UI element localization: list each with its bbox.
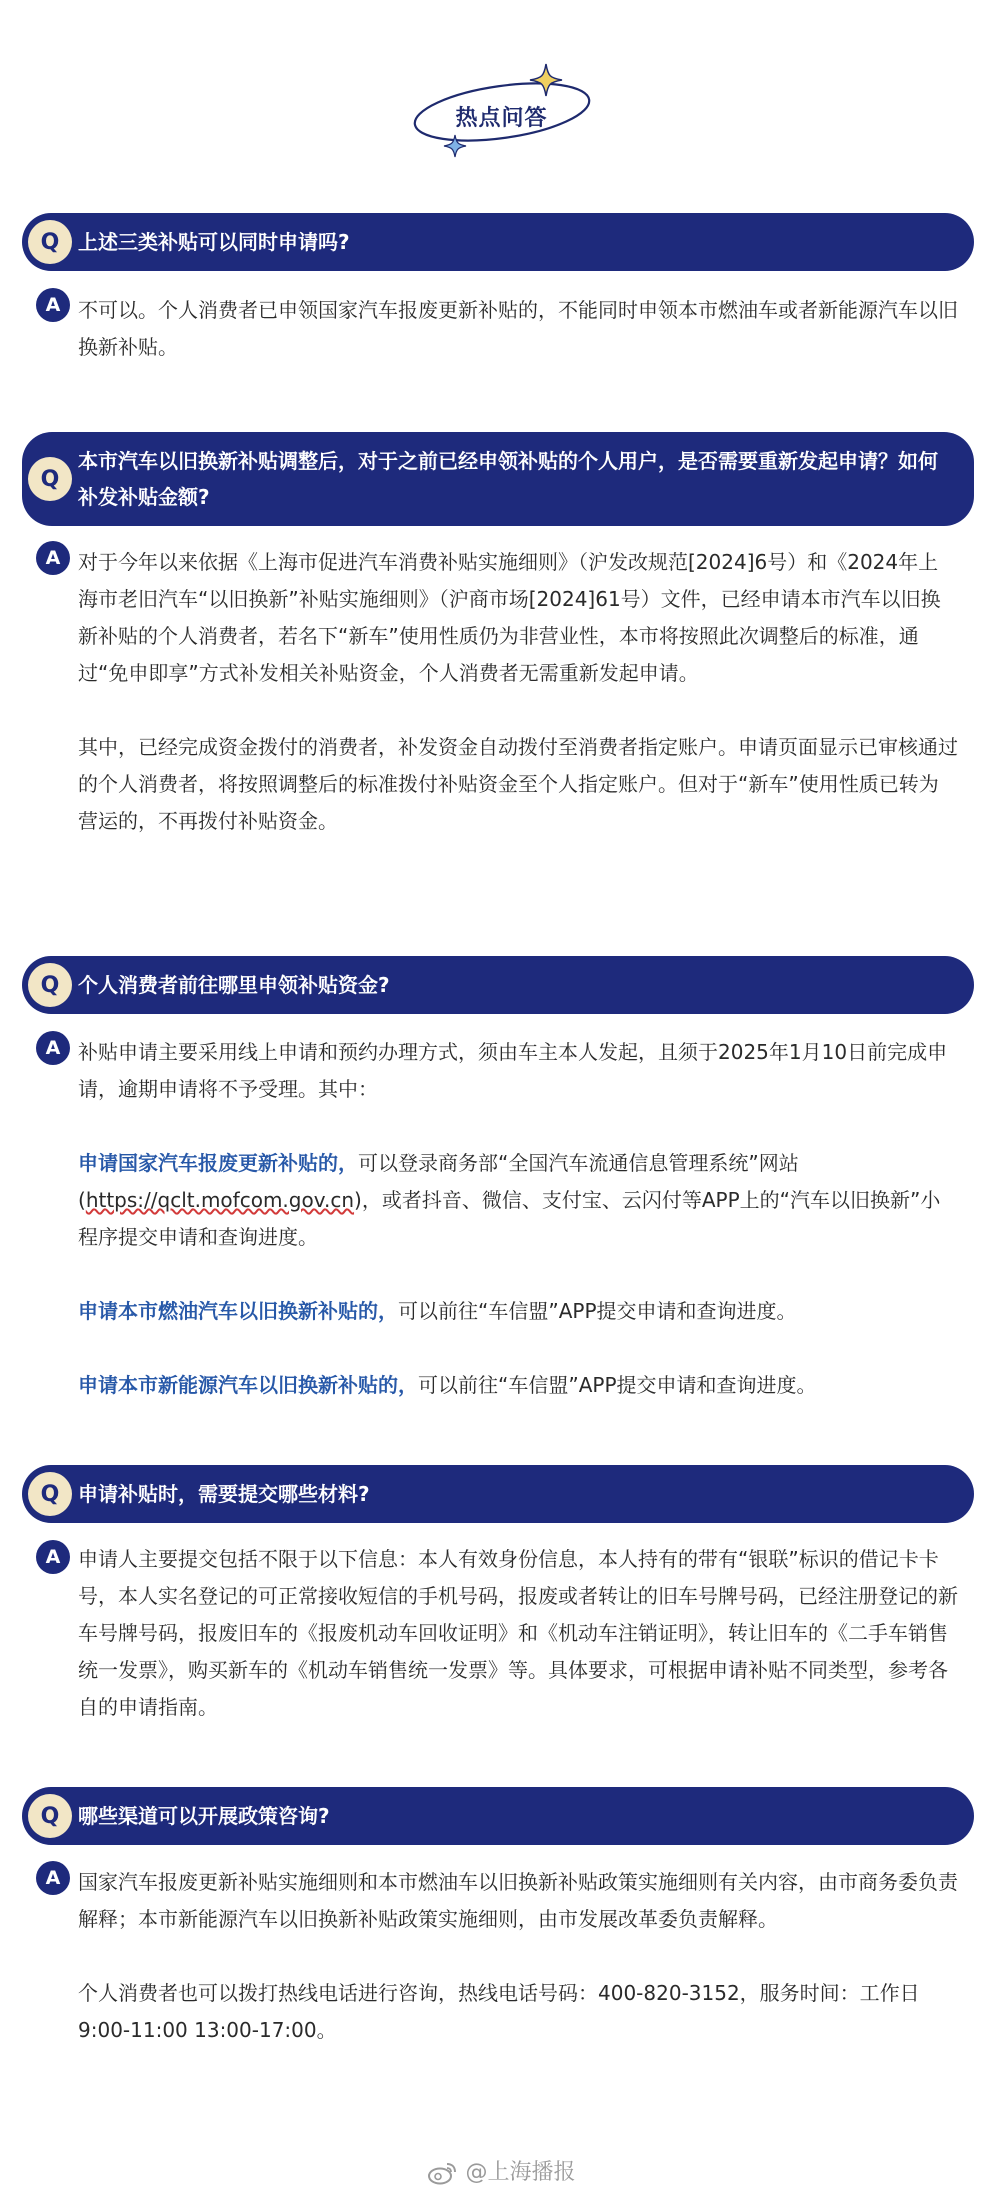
answer-item-lead: 申请本市燃油汽车以旧换新补贴的， <box>78 1299 398 1323</box>
answer-item <box>78 1145 958 1256</box>
a-badge: A <box>36 288 70 322</box>
question-text: 申请补贴时，需要提交哪些材料? <box>78 1482 370 1506</box>
q-badge: Q <box>28 1794 72 1838</box>
question-bar-3 <box>22 956 974 1014</box>
answer-paragraph: 不可以。个人消费者已申领国家汽车报废更新补贴的，不能同时申领本市燃油车或者新能源汽车以旧换新补贴。 <box>78 298 958 359</box>
question-text: 个人消费者前往哪里申领补贴资金? <box>78 973 390 997</box>
website-link[interactable]: https://qclt.mofcom.gov.cn <box>85 1188 355 1212</box>
a-badge: A <box>36 1031 70 1065</box>
answer-paragraph: 其中，已经完成资金拨付的消费者，补发资金自动拨付至消费者指定账户。申请页面显示已审核通过的个人消费者，将按照调整后的标准拨付补贴资金至个人指定账户。但对于“新车”使用性质已转为营运的，不再拨付补贴资金。 <box>78 735 958 833</box>
sparkle-star-small-icon <box>444 135 466 157</box>
a-badge: A <box>36 541 70 575</box>
answer-body-1 <box>78 292 958 366</box>
answer-item-lead: 申请国家汽车报废更新补贴的， <box>78 1151 358 1175</box>
question-bar-4 <box>22 1465 974 1523</box>
answer-body-3 <box>78 1034 958 1404</box>
answer-paragraph: 国家汽车报废更新补贴实施细则和本市燃油车以旧换新补贴政策实施细则有关内容，由市商务委负责解释；本市新能源汽车以旧换新补贴政策实施细则，由市发展改革委负责解释。 <box>78 1870 958 1931</box>
watermark-text: @上海播报 <box>465 2160 576 2185</box>
answer-item-text: 可以前往“车信盟”APP提交申请和查询进度。 <box>418 1373 817 1397</box>
q-badge: Q <box>28 220 72 264</box>
answer-item <box>78 1367 958 1404</box>
answer-item-text: 可以登录商务部“全国汽车流通信息管理系统”网站( <box>78 1151 799 1212</box>
a-badge: A <box>36 1540 70 1574</box>
weibo-logo-icon <box>427 2161 457 2185</box>
q-badge: Q <box>28 457 72 501</box>
question-text: 哪些渠道可以开展政策咨询? <box>78 1804 330 1828</box>
sparkle-star-icon <box>530 64 562 96</box>
a-badge: A <box>36 1861 70 1895</box>
answer-paragraph: 补贴申请主要采用线上申请和预约办理方式，须由车主本人发起，且须于2025年1月10日前完成申请，逾期申请将不予受理。其中： <box>78 1040 948 1101</box>
question-bar-1 <box>22 213 974 271</box>
page-header <box>0 0 1003 180</box>
question-bar-5 <box>22 1787 974 1845</box>
q-badge: Q <box>28 1472 72 1516</box>
answer-paragraph: 个人消费者也可以拨打热线电话进行咨询，热线电话号码：400-820-3152，服务时间：工作日9:00-11:00 13:00-17:00。 <box>78 1981 920 2042</box>
answer-body-2 <box>78 544 958 840</box>
question-text: 上述三类补贴可以同时申请吗? <box>78 230 350 254</box>
answer-paragraph: 申请人主要提交包括不限于以下信息：本人有效身份信息，本人持有的带有“银联”标识的借记卡卡号，本人实名登记的可正常接收短信的手机号码，报废或者转让的旧车号牌号码，已经注册登记的新车号牌号码，报废旧车的《报废机动车回收证明》和《机动车注销证明》，转让旧车的《二手车销售统一发票》，购买新车的《机动车销售统一发票》等。具体要求，可根据申请补贴不同类型，参考各自的申请指南。 <box>78 1547 958 1719</box>
watermark <box>0 2155 1003 2186</box>
answer-body-5 <box>78 1864 958 2049</box>
answer-item-lead: 申请本市新能源汽车以旧换新补贴的， <box>78 1373 418 1397</box>
answer-body-4 <box>78 1541 958 1726</box>
q-badge: Q <box>28 963 72 1007</box>
page-title: 热点问答 <box>455 106 548 131</box>
header-orbit-decoration <box>0 0 1003 180</box>
answer-item <box>78 1293 958 1330</box>
answer-item-text: 可以前往“车信盟”APP提交申请和查询进度。 <box>398 1299 797 1323</box>
answer-item-text: )，或者抖音、微信、支付宝、云闪付等APP上的“汽车以旧换新”小程序提交申请和查询进度。 <box>78 1188 941 1249</box>
question-bar-2 <box>22 432 974 526</box>
answer-paragraph: 对于今年以来依据《上海市促进汽车消费补贴实施细则》（沪发改规范[2024]6号）和《2024年上海市老旧汽车“以旧换新”补贴实施细则》（沪商市场[2024]61号）文件，已经申请本市汽车以旧换新补贴的个人消费者，若名下“新车”使用性质仍为非营业性，本市将按照此次调整后的标准，通过“免申即享”方式补发相关补贴资金，个人消费者无需重新发起申请。 <box>78 550 941 685</box>
question-text: 本市汽车以旧换新补贴调整后，对于之前已经申领补贴的个人用户，是否需要重新发起申请？如何补发补贴金额? <box>78 449 938 509</box>
